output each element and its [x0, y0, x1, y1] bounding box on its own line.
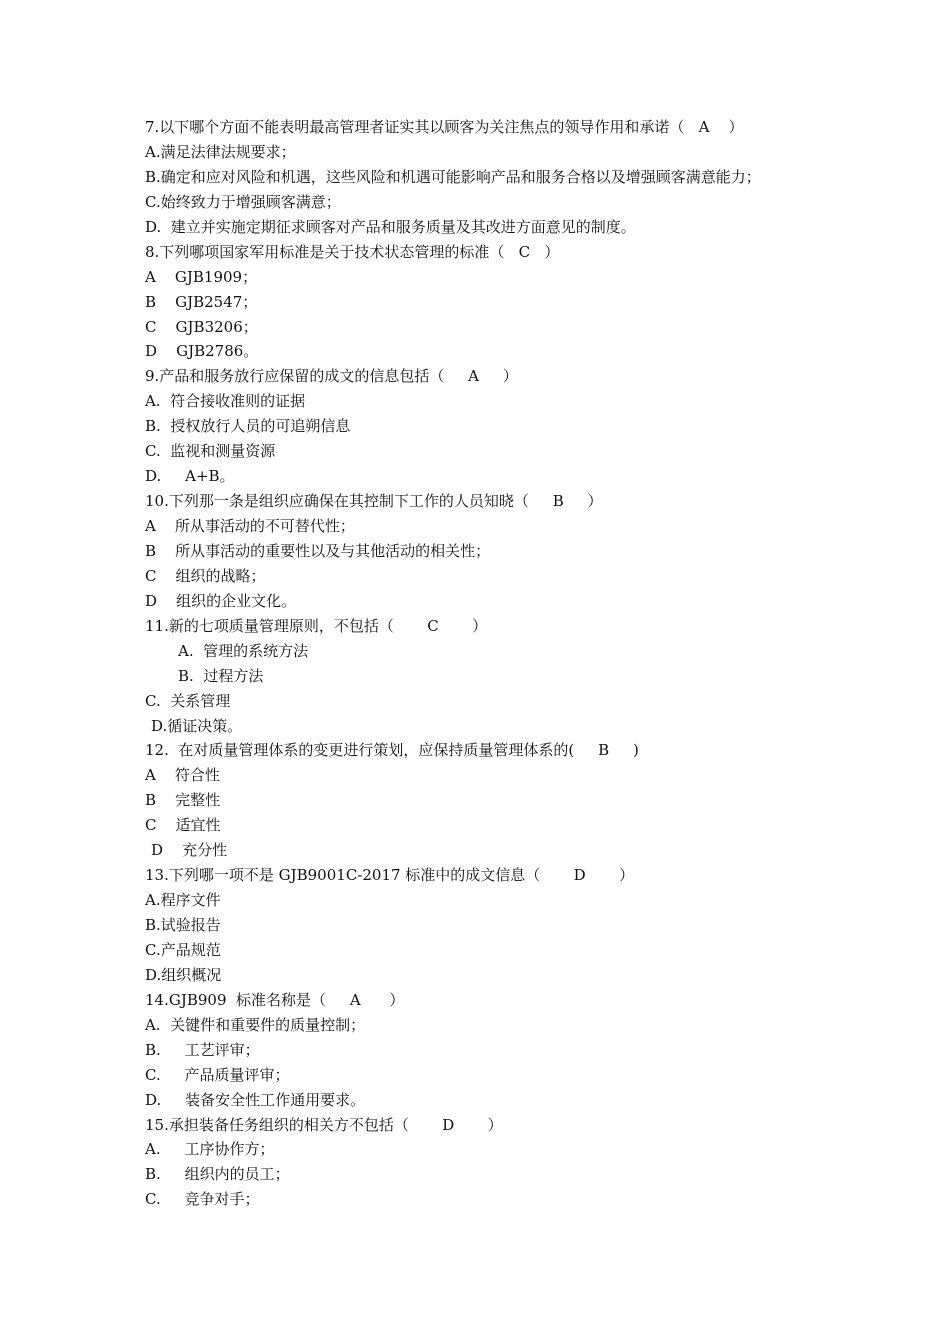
- question-line: 13.下列哪一项不是 GJB9001C-2017 标准中的成文信息（ D ）: [145, 866, 635, 885]
- option-line: C 适宜性: [145, 816, 221, 835]
- option-line: A GJB1909；: [145, 267, 258, 286]
- option-line: C. 关系管理: [145, 691, 231, 710]
- option-line: C. 竞争对手；: [145, 1190, 260, 1209]
- option-line: C.始终致力于增强顾客满意；: [145, 192, 341, 211]
- option-line: C.产品规范: [145, 940, 221, 959]
- question-line: 12. 在对质量管理体系的变更进行策划，应保持质量管理体系的( B ): [145, 741, 639, 760]
- option-line: C 组织的战略；: [145, 566, 266, 585]
- option-line: B. 过程方法: [178, 666, 264, 685]
- option-line: A. 管理的系统方法: [178, 641, 309, 660]
- option-line: B.试验报告: [145, 916, 221, 934]
- question-line: 7.以下哪个方面不能表明最高管理者证实其以顾客为关注焦点的领导作用和承诺（ A ）: [145, 118, 744, 136]
- question-line: 15.承担装备任务组织的相关方不包括（ D ）: [145, 1115, 503, 1134]
- option-line: A.满足法律法规要求；: [145, 142, 296, 161]
- option-line: B.确定和应对风险和机遇，这些风险和机遇可能影响产品和服务合格以及增强顾客满意能力；: [145, 167, 761, 186]
- option-line: B. 授权放行人员的可追朔信息: [145, 417, 351, 436]
- question-line: 9.产品和服务放行应保留的成文的信息包括（ A ）: [145, 367, 518, 386]
- option-line: B. 工艺评审；: [145, 1040, 260, 1059]
- option-line: B GJB2547；: [145, 292, 258, 311]
- option-line: B 完整性: [145, 791, 221, 810]
- option-line: D GJB2786。: [145, 342, 259, 361]
- question-line: 10.下列那一条是组织应确保在其控制下工作的人员知晓（ B ）: [145, 492, 603, 511]
- option-line: A. 工序协作方；: [145, 1140, 275, 1159]
- question-line: 14.GJB909 标准名称是（ A ）: [145, 990, 405, 1009]
- question-line: 8.下列哪项国家军用标准是关于技术状态管理的标准（ C ）: [145, 242, 560, 261]
- option-line: A 所从事活动的不可替代性；: [145, 517, 355, 535]
- option-line: C. 产品质量评审；: [145, 1065, 290, 1084]
- option-line: D 充分性: [151, 841, 228, 860]
- option-line: B 所从事活动的重要性以及与其他活动的相关性；: [145, 541, 491, 560]
- option-line: A 符合性: [145, 766, 220, 785]
- option-line: D. 建立并实施定期征求顾客对产品和服务质量及其改进方面意见的制度。: [145, 217, 636, 236]
- option-line: C GJB3206；: [145, 317, 258, 336]
- option-line: D. 装备安全性工作通用要求。: [145, 1090, 366, 1109]
- option-line: C. 监视和测量资源: [145, 442, 276, 461]
- option-line: A. 关键件和重要件的质量控制；: [145, 1015, 366, 1034]
- document-body: [0, 115, 950, 1212]
- option-line: D 组织的企业文化。: [145, 591, 297, 610]
- option-line: B. 组织内的员工；: [145, 1165, 290, 1184]
- question-line: 11.新的七项质量管理原则，不包括（ C ）: [145, 616, 488, 635]
- option-line: A. 符合接收准则的证据: [145, 392, 306, 411]
- option-line: D.组织概况: [145, 965, 222, 984]
- option-line: A.程序文件: [145, 891, 221, 910]
- option-line: D. A+B。: [145, 467, 235, 486]
- option-line: D.循证决策。: [151, 716, 243, 735]
